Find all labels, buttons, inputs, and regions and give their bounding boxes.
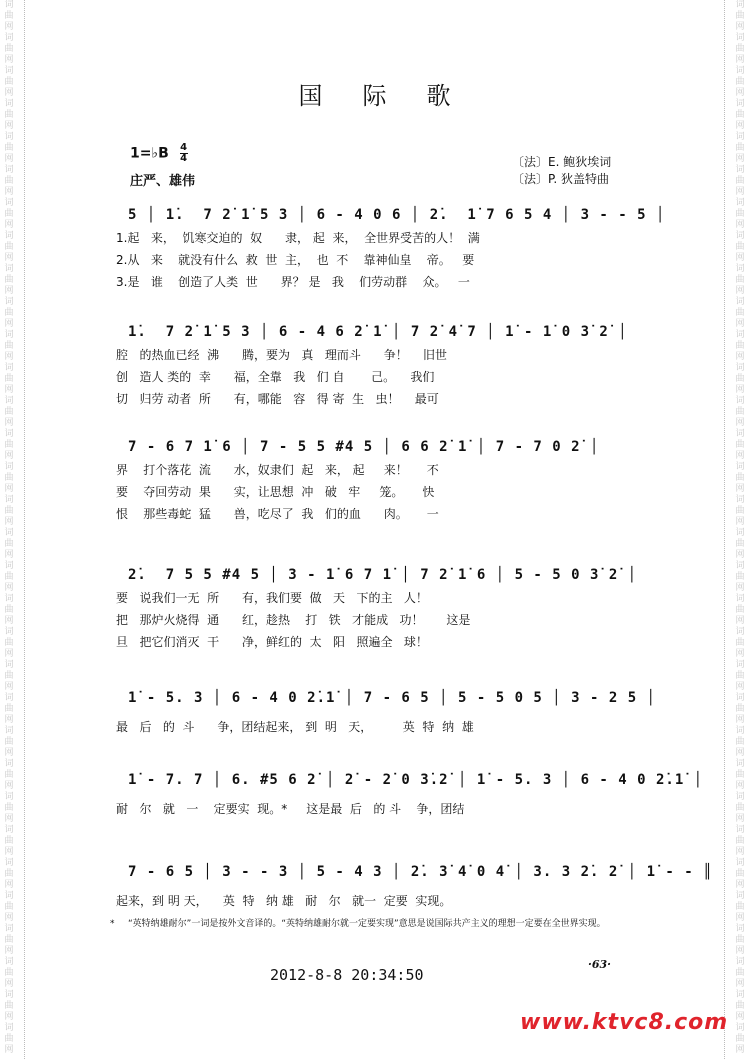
lyric-line: 1.起 来， 饥寒交迫的 奴 隶， 起 来， 全世界受苦的人！ 满 (116, 231, 480, 245)
watermark-char: 曲 (735, 869, 745, 879)
watermark-char: 曲 (735, 605, 745, 615)
watermark-char: 词 (735, 726, 745, 736)
watermark-char: 词 (4, 396, 14, 406)
watermark-char: 词 (4, 462, 14, 472)
notation-line (110, 205, 666, 227)
watermark-char: 曲 (4, 11, 14, 21)
watermark-char: 词 (4, 627, 14, 637)
lyric-line: 把 那炉火烧得 通 红，趁热 打 铁 才能成 功！ 这是 (116, 613, 471, 627)
watermark-char: 词 (4, 1023, 14, 1033)
watermark-char: 网 (4, 616, 14, 626)
watermark-char: 网 (4, 385, 14, 395)
watermark-char: 词 (735, 429, 745, 439)
watermark-char: 网 (4, 781, 14, 791)
left-edge-divider (24, 0, 25, 1059)
key-signature (130, 143, 188, 164)
watermark-char: 曲 (4, 968, 14, 978)
watermark-char: 词 (735, 231, 745, 241)
watermark-char: 曲 (4, 1001, 14, 1011)
watermark-char: 网 (4, 22, 14, 32)
watermark-char: 网 (735, 385, 745, 395)
watermark-char: 词 (4, 990, 14, 1000)
watermark-char: 曲 (735, 77, 745, 87)
watermark-char: 网 (735, 1012, 745, 1022)
composer-credit: 〔法〕P. 狄盖特曲 (512, 172, 609, 186)
watermark-char: 词 (4, 726, 14, 736)
notation-line (110, 565, 640, 587)
watermark-char: 词 (735, 0, 745, 10)
watermark-char: 曲 (4, 506, 14, 516)
watermark-char: 曲 (4, 308, 14, 318)
watermark-char: 曲 (4, 110, 14, 120)
score-system (110, 862, 713, 912)
watermark-char: 曲 (4, 803, 14, 813)
watermark-char: 词 (735, 264, 745, 274)
watermark-char: 网 (735, 121, 745, 131)
notation-line (110, 437, 640, 459)
watermark-char: 曲 (4, 539, 14, 549)
watermark-char: 曲 (735, 704, 745, 714)
watermark-char: 曲 (735, 143, 745, 153)
watermark-char: 网 (735, 88, 745, 98)
watermark-char: 词 (4, 528, 14, 538)
watermark-char: 词 (735, 693, 745, 703)
notation-text: 1̇ - 5. 3 │ 6 - 4 0 2̇.1̇ │ 7 - 6 5 │ 5 - 5 0 5 │ 3 - 2 5 │ (128, 690, 657, 706)
watermark-char: 网 (735, 517, 745, 527)
song-title: 国际歌 (298, 82, 491, 110)
watermark-char: 网 (735, 22, 745, 32)
watermark-char: 曲 (4, 638, 14, 648)
watermark-char: 词 (4, 198, 14, 208)
watermark-char: 词 (4, 33, 14, 43)
watermark-char: 词 (4, 825, 14, 835)
watermark-char: 词 (735, 66, 745, 76)
watermark-char: 曲 (735, 770, 745, 780)
watermark-char: 曲 (735, 110, 745, 120)
watermark-char: 网 (735, 847, 745, 857)
notation-line (110, 688, 657, 710)
watermark-char: 词 (735, 825, 745, 835)
watermark-char: 网 (735, 253, 745, 263)
watermark-char: 曲 (735, 242, 745, 252)
lyricist-credit: 〔法〕E. 鲍狄埃词 (512, 155, 612, 169)
watermark-char: 词 (4, 792, 14, 802)
watermark-char: 词 (4, 330, 14, 340)
watermark-char: 网 (4, 682, 14, 692)
right-edge-divider (724, 0, 725, 1059)
lyric-line: 腔 的热血已经 沸 腾，要为 真 理而斗 争！ 旧世 (116, 348, 447, 362)
watermark-char: 网 (735, 979, 745, 989)
watermark-char: 曲 (735, 1001, 745, 1011)
watermark-char: 网 (4, 154, 14, 164)
watermark-char: 曲 (735, 209, 745, 219)
watermark-char: 曲 (735, 638, 745, 648)
time-signature-bottom: 4 (180, 153, 188, 164)
watermark-char: 网 (4, 517, 14, 527)
watermark-char: 网 (4, 352, 14, 362)
watermark-char: 词 (735, 396, 745, 406)
watermark-char: 曲 (735, 1034, 745, 1044)
watermark-char: 曲 (4, 44, 14, 54)
watermark-char: 曲 (735, 440, 745, 450)
watermark-char: 网 (735, 913, 745, 923)
watermark-char: 网 (735, 187, 745, 197)
watermark-char: 词 (735, 792, 745, 802)
watermark-char: 曲 (4, 935, 14, 945)
lyric-line: 3.是 谁 创造了人类 世 界？ 是 我 们劳动群 众。 一 (116, 275, 470, 289)
watermark-char: 网 (735, 352, 745, 362)
notation-text: 2̇. 7 5 5 #4 5 │ 3 - 1̇ 6 7 1̇ │ 7 2̇ 1̇ 6 │ 5 - 5 0 3̇ 2̇ │ (128, 567, 638, 583)
notation-line (110, 322, 640, 344)
watermark-char: 网 (735, 286, 745, 296)
watermark-char: 曲 (735, 902, 745, 912)
watermark-char: 网 (4, 847, 14, 857)
watermark-char: 曲 (4, 473, 14, 483)
watermark-char: 网 (4, 913, 14, 923)
watermark-char: 词 (735, 528, 745, 538)
watermark-char: 词 (4, 264, 14, 274)
watermark-char: 曲 (4, 407, 14, 417)
watermark-char: 曲 (4, 869, 14, 879)
watermark-char: 曲 (735, 374, 745, 384)
watermark-char: 词 (4, 561, 14, 571)
lyric-line: 恨 那些毒蛇 猛 兽，吃尽了 我 们的血 肉。 一 (116, 507, 439, 521)
key-label: 1=♭B (130, 145, 169, 162)
lyric-line: 2.从 来 就没有什么 救 世 主， 也 不 靠神仙皇 帝。 要 (116, 253, 475, 267)
lyric-line: 耐 尔 就 一 定要实 现。* 这是最 后 的 斗 争，团结 (116, 802, 465, 816)
watermark-char: 曲 (735, 506, 745, 516)
notation-line (110, 862, 713, 884)
footnote-text: “英特纳雄耐尔”一词是按外文音译的。“英特纳雄耐尔就一定要实现”意思是说国际共产主义的理想一定要在全世界实现。 (128, 919, 606, 929)
lyric-line: 要 说我们一无 所 有，我们要 做 天 下的主 人！ (116, 591, 428, 605)
lyric-line: 最 后 的 斗 争，团结起来， 到 明 天， 英 特 纳 雄 (116, 720, 474, 734)
watermark-char: 网 (4, 418, 14, 428)
watermark-char: 曲 (4, 1034, 14, 1044)
watermark-char: 网 (735, 715, 745, 725)
tempo-marking: 庄严、雄伟 (130, 174, 196, 189)
watermark-char: 词 (4, 924, 14, 934)
watermark-char: 词 (735, 198, 745, 208)
watermark-char: 词 (735, 297, 745, 307)
watermark-right (733, 0, 747, 1059)
watermark-char: 网 (735, 154, 745, 164)
lyric-line: 起来，到 明 天， 英 特 纳 雄 耐 尔 就一 定要 实现。 (116, 894, 452, 908)
lyric-line: 切 归劳 动者 所 有，哪能 容 得 寄 生 虫！ 最可 (116, 392, 439, 406)
notation-text: 7 - 6 5 │ 3 - - 3 │ 5 - 4 3 │ 2̇. 3̇ 4̇ 0 4̇ │ 3. 3 2̇. 2̇ │ 1̇ - - ║ (128, 864, 713, 880)
watermark-char: 词 (4, 891, 14, 901)
watermark-char: 词 (735, 33, 745, 43)
watermark-char: 网 (735, 748, 745, 758)
watermark-char: 曲 (4, 242, 14, 252)
watermark-char: 曲 (4, 341, 14, 351)
watermark-char: 网 (735, 880, 745, 890)
watermark-char: 网 (4, 451, 14, 461)
watermark-char: 网 (735, 682, 745, 692)
watermark-char: 词 (735, 627, 745, 637)
lyric-line: 要 夺回劳动 果 实，让思想 冲 破 牢 笼。 快 (116, 485, 435, 499)
watermark-char: 网 (735, 583, 745, 593)
watermark-char: 网 (4, 253, 14, 263)
watermark-char: 网 (4, 550, 14, 560)
watermark-char: 网 (4, 946, 14, 956)
watermark-char: 词 (4, 231, 14, 241)
watermark-char: 曲 (4, 737, 14, 747)
lyric-line: 界 打个落花 流 水，奴隶们 起 来， 起 来！ 不 (116, 463, 439, 477)
watermark-char: 网 (4, 88, 14, 98)
watermark-char: 网 (4, 880, 14, 890)
watermark-char: 词 (735, 990, 745, 1000)
watermark-char: 曲 (735, 572, 745, 582)
watermark-char: 网 (735, 550, 745, 560)
watermark-char: 曲 (4, 275, 14, 285)
watermark-char: 网 (735, 616, 745, 626)
watermark-char: 词 (735, 330, 745, 340)
score-system (110, 437, 640, 525)
watermark-char: 词 (735, 660, 745, 670)
score-system (110, 770, 704, 820)
page-number: ·63· (588, 958, 611, 971)
watermark-char: 网 (735, 1045, 745, 1055)
watermark-char: 网 (4, 1045, 14, 1055)
watermark-char: 词 (4, 693, 14, 703)
watermark-char: 网 (4, 979, 14, 989)
watermark-char: 曲 (735, 539, 745, 549)
watermark-char: 网 (4, 220, 14, 230)
watermark-char: 词 (4, 957, 14, 967)
watermark-char: 词 (735, 99, 745, 109)
watermark-char: 词 (735, 594, 745, 604)
watermark-char: 词 (735, 462, 745, 472)
watermark-char: 曲 (4, 770, 14, 780)
lyric-line: 创 造人 类的 幸 福，全靠 我 们 自 己。 我们 (116, 370, 435, 384)
watermark-char: 网 (735, 946, 745, 956)
notation-line (110, 770, 704, 792)
notation-text: 1̇. 7 2̇ 1̇ 5 3 │ 6 - 4 6 2̇ 1̇ │ 7 2̇ 4̇ 7 │ 1̇ - 1̇ 0 3̇ 2̇ │ (128, 324, 628, 340)
watermark-char: 词 (735, 363, 745, 373)
watermark-char: 网 (735, 649, 745, 659)
watermark-char: 曲 (735, 308, 745, 318)
watermark-char: 词 (4, 759, 14, 769)
watermark-char: 网 (735, 220, 745, 230)
watermark-char: 网 (735, 55, 745, 65)
timestamp: 2012-8-8 20:34:50 (270, 966, 424, 984)
watermark-char: 曲 (735, 836, 745, 846)
watermark-char: 曲 (4, 374, 14, 384)
watermark-char: 网 (735, 451, 745, 461)
watermark-char: 词 (735, 858, 745, 868)
watermark-char: 曲 (4, 143, 14, 153)
watermark-char: 曲 (4, 671, 14, 681)
site-logo: www.ktvc8.com (520, 1010, 729, 1035)
watermark-char: 网 (4, 319, 14, 329)
time-signature-top: 4 (180, 142, 188, 153)
watermark-char: 词 (735, 891, 745, 901)
watermark-char: 网 (4, 121, 14, 131)
watermark-char: 网 (735, 781, 745, 791)
score-system (110, 565, 640, 653)
watermark-char: 曲 (735, 176, 745, 186)
time-signature (180, 143, 188, 164)
notation-text: 7 - 6 7 1̇ 6 │ 7 - 5 5 #4 5 │ 6 6 2̇ 1̇ │ 7 - 7 0 2̇ │ (128, 439, 600, 455)
watermark-char: 曲 (735, 407, 745, 417)
watermark-char: 曲 (4, 209, 14, 219)
watermark-char: 曲 (4, 572, 14, 582)
watermark-char: 词 (4, 99, 14, 109)
watermark-char: 词 (4, 132, 14, 142)
watermark-char: 词 (4, 858, 14, 868)
watermark-char: 词 (4, 66, 14, 76)
watermark-char: 词 (735, 1023, 745, 1033)
score-system (110, 688, 657, 738)
watermark-char: 网 (4, 583, 14, 593)
watermark-char: 曲 (4, 77, 14, 87)
watermark-char: 词 (4, 429, 14, 439)
watermark-char: 网 (4, 1012, 14, 1022)
watermark-char: 网 (735, 814, 745, 824)
watermark-char: 曲 (735, 275, 745, 285)
watermark-char: 网 (735, 418, 745, 428)
watermark-char: 词 (4, 0, 14, 10)
watermark-char: 曲 (4, 704, 14, 714)
watermark-char: 词 (735, 561, 745, 571)
watermark-char: 词 (735, 957, 745, 967)
watermark-char: 曲 (735, 935, 745, 945)
watermark-char: 网 (735, 484, 745, 494)
watermark-char: 词 (4, 363, 14, 373)
watermark-char: 词 (4, 594, 14, 604)
watermark-char: 词 (4, 165, 14, 175)
watermark-char: 曲 (735, 341, 745, 351)
score-system (110, 205, 666, 293)
watermark-char: 词 (4, 660, 14, 670)
watermark-char: 曲 (735, 737, 745, 747)
watermark-char: 词 (735, 165, 745, 175)
watermark-char: 曲 (735, 473, 745, 483)
watermark-char: 词 (735, 495, 745, 505)
watermark-char: 词 (735, 759, 745, 769)
watermark-char: 曲 (735, 803, 745, 813)
lyric-line: 旦 把它们消灭 干 净，鲜红的 太 阳 照遍全 球！ (116, 635, 428, 649)
watermark-char: 网 (4, 286, 14, 296)
notation-text: 1̇ - 7. 7 │ 6. #5 6 2̇ │ 2̇ - 2̇ 0 3̇.2̇ │ 1̇ - 5. 3 │ 6 - 4 0 2̇.1̇ │ (128, 772, 704, 788)
watermark-char: 词 (4, 297, 14, 307)
watermark-char: 词 (735, 924, 745, 934)
footnote-mark: * (110, 919, 115, 929)
watermark-char: 网 (4, 748, 14, 758)
score-system (110, 322, 640, 410)
watermark-char: 曲 (4, 902, 14, 912)
watermark-char: 曲 (735, 671, 745, 681)
watermark-char: 网 (735, 319, 745, 329)
watermark-char: 网 (4, 55, 14, 65)
watermark-char: 网 (4, 715, 14, 725)
watermark-char: 曲 (4, 176, 14, 186)
watermark-char: 曲 (735, 968, 745, 978)
watermark-char: 曲 (735, 11, 745, 21)
watermark-char: 词 (735, 132, 745, 142)
watermark-char: 曲 (4, 440, 14, 450)
footnote (110, 916, 628, 932)
notation-text: 5 │ 1̇. 7 2̇ 1̇ 5 3 │ 6 - 4 0 6 │ 2̇. 1̇ 7 6 5 4 │ 3 - - 5 │ (128, 207, 666, 223)
watermark-char: 网 (4, 484, 14, 494)
watermark-char: 曲 (4, 836, 14, 846)
watermark-char: 曲 (735, 44, 745, 54)
watermark-char: 网 (4, 649, 14, 659)
watermark-char: 网 (4, 187, 14, 197)
watermark-left (2, 0, 16, 1059)
watermark-char: 曲 (4, 605, 14, 615)
watermark-char: 词 (4, 495, 14, 505)
watermark-char: 网 (4, 814, 14, 824)
